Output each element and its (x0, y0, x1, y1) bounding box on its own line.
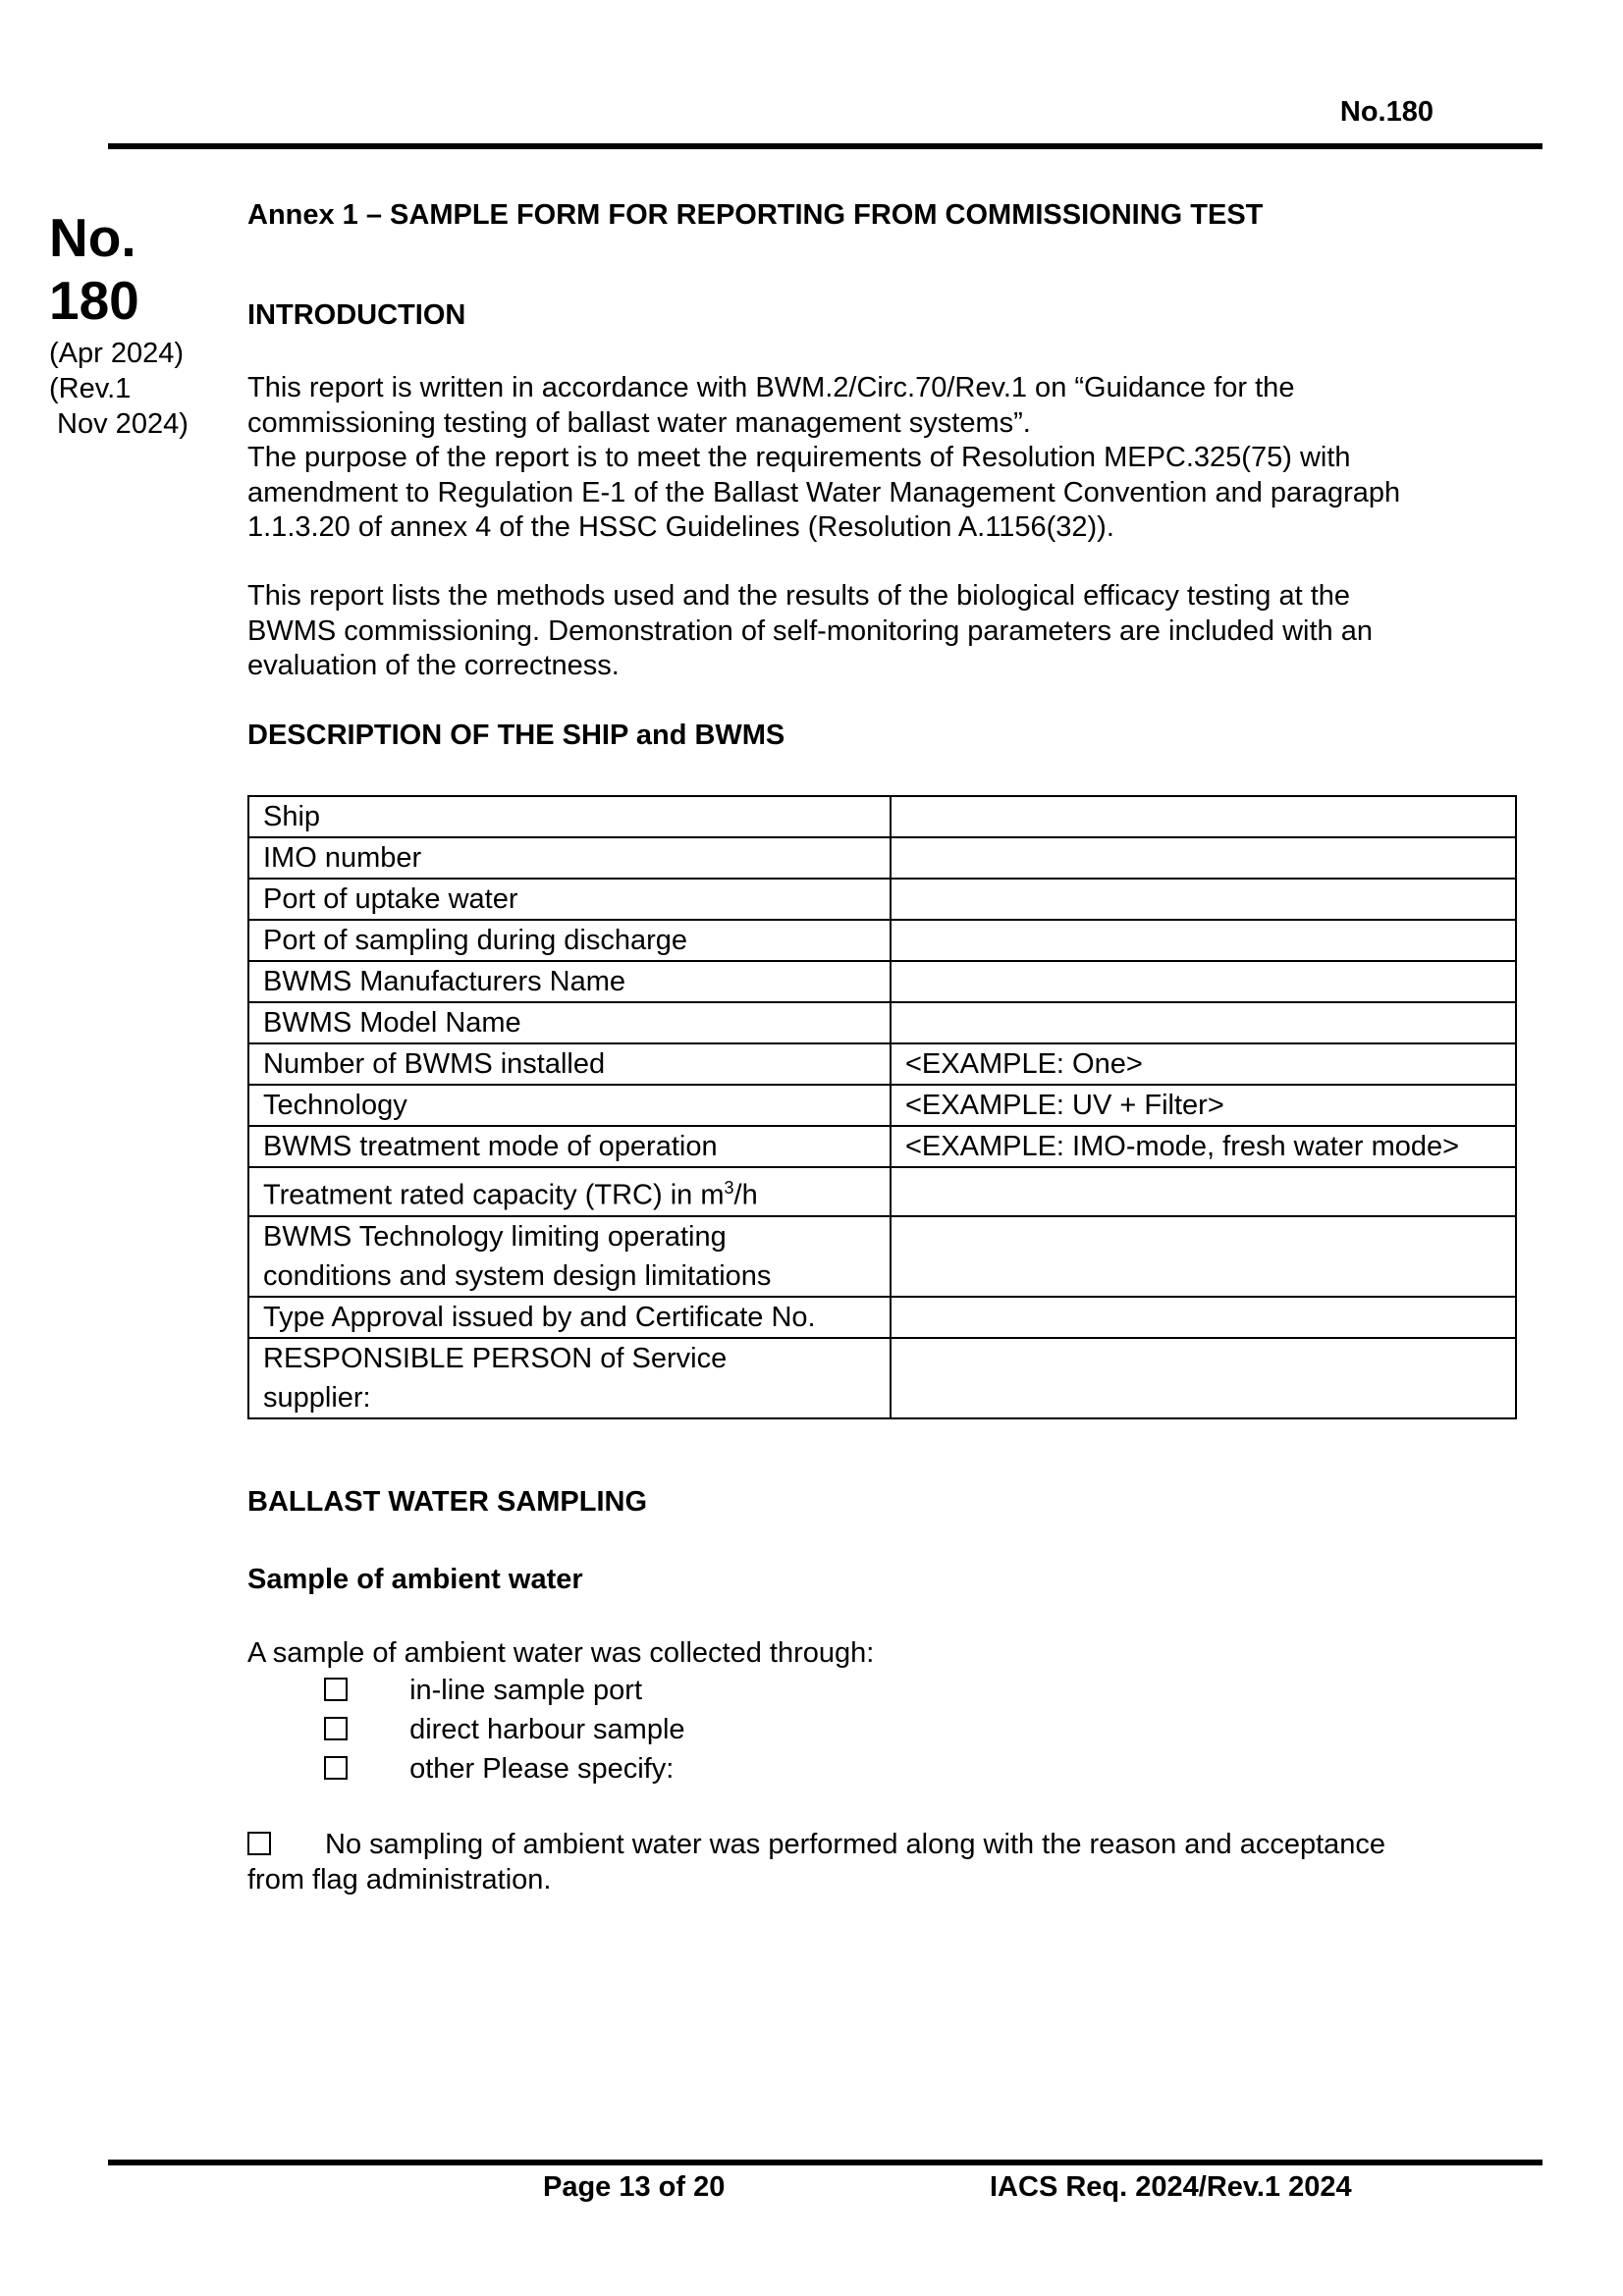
trc-label-suffix: /h (733, 1179, 758, 1211)
table-cell-value[interactable] (891, 1338, 1516, 1418)
table-cell-label: Number of BWMS installed (248, 1043, 891, 1085)
table-cell-value[interactable] (891, 796, 1516, 837)
sidebar-date-issued: (Apr 2024) (49, 338, 185, 369)
intro-p1-line: The purpose of the report is to meet the requirements of Resolution MEPC.325(75) with (247, 442, 1351, 473)
checkbox-direct-harbour-sample[interactable] (324, 1717, 348, 1740)
introduction-heading: INTRODUCTION (247, 299, 466, 331)
checkbox-no-sampling[interactable] (247, 1832, 271, 1855)
table-cell-label (248, 1338, 891, 1418)
table-cell-value[interactable]: <EXAMPLE: UV + Filter> (891, 1085, 1516, 1126)
table-row (248, 1002, 1516, 1043)
sampling-intro: A sample of ambient water was collected through: (247, 1637, 875, 1669)
table-cell-label: Type Approval issued by and Certificate No. (248, 1297, 891, 1338)
table-cell-value[interactable] (891, 879, 1516, 920)
description-heading: DESCRIPTION OF THE SHIP and BWMS (247, 720, 785, 751)
table-cell-label: IMO number (248, 837, 891, 879)
table-cell-value[interactable] (891, 1297, 1516, 1338)
no-sampling-line1 (247, 1828, 1524, 1863)
table-cell-value[interactable] (891, 920, 1516, 961)
table-row (248, 1126, 1516, 1167)
table-cell-label: BWMS Manufacturers Name (248, 961, 891, 1002)
intro-p1-line: This report is written in accordance with BWM.2/Circ.70/Rev.1 on “Guidance for the (247, 372, 1295, 403)
responsible-label-line2: supplier: (263, 1381, 371, 1414)
no-sampling-text: No sampling of ambient water was performed along with the reason and acceptance (325, 1829, 1386, 1860)
table-row (248, 1085, 1516, 1126)
table-cell-value[interactable] (891, 1216, 1516, 1297)
option-direct-harbour-sample[interactable] (324, 1710, 685, 1749)
introduction-paragraph-2 (247, 579, 1524, 684)
no-sampling-line2: from flag administration. (247, 1863, 552, 1896)
table-cell-value[interactable]: <EXAMPLE: IMO-mode, fresh water mode> (891, 1126, 1516, 1167)
table-row (248, 961, 1516, 1002)
trc-label-text: Treatment rated capacity (TRC) in m (263, 1179, 725, 1211)
annex-title: Annex 1 – SAMPLE FORM FOR REPORTING FROM COMMISSIONING TEST (247, 199, 1264, 231)
table-cell-value[interactable] (891, 1167, 1516, 1216)
sidebar-dates (49, 336, 189, 442)
intro-p2-line: This report lists the methods used and the results of the biological efficacy testing at the (247, 580, 1351, 612)
footer-page-number: Page 13 of 20 (543, 2171, 726, 2203)
trc-label-superscript: 3 (724, 1178, 734, 1198)
responsible-label-line1: RESPONSIBLE PERSON of Service (263, 1342, 728, 1374)
table-cell-label: Port of uptake water (248, 879, 891, 920)
table-row (248, 1043, 1516, 1085)
option-label: other Please specify: (409, 1753, 675, 1785)
table-cell-label: BWMS Model Name (248, 1002, 891, 1043)
sidebar-date-rev-date: Nov 2024) (49, 408, 189, 440)
intro-p1-line: amendment to Regulation E-1 of the Ballast Water Management Convention and paragraph (247, 476, 1401, 508)
option-label: in-line sample port (409, 1675, 643, 1706)
introduction-paragraph-1 (247, 371, 1524, 546)
header-doc-number: No.180 (1339, 96, 1434, 128)
intro-p1-line: commissioning testing of ballast water management systems”. (247, 406, 1031, 439)
intro-p1-line: 1.1.3.20 of annex 4 of the HSSC Guidelines (Resolution A.1156(32)). (247, 511, 1114, 543)
sidebar-date-rev: (Rev.1 (49, 373, 132, 404)
table-row (248, 837, 1516, 879)
no-sampling-statement (247, 1828, 1524, 1897)
table-row (248, 1338, 1516, 1418)
table-cell-label (248, 1167, 891, 1216)
table-cell-value[interactable]: <EXAMPLE: One> (891, 1043, 1516, 1085)
limitations-label-line2: conditions and system design limitations (263, 1259, 772, 1292)
footer-reference: IACS Req. 2024/Rev.1 2024 (990, 2171, 1352, 2203)
table-row (248, 1297, 1516, 1338)
table-cell-label: Port of sampling during discharge (248, 920, 891, 961)
limitations-label-line1: BWMS Technology limiting operating (263, 1220, 727, 1253)
option-inline-sample-port[interactable] (324, 1671, 642, 1710)
table-row (248, 879, 1516, 920)
sidebar-number-line1: No. (49, 207, 136, 268)
table-row (248, 920, 1516, 961)
sampling-subheading: Sample of ambient water (247, 1564, 583, 1595)
table-cell-value[interactable] (891, 961, 1516, 1002)
ship-description-table (247, 795, 1517, 1419)
option-other-specify[interactable] (324, 1749, 674, 1789)
table-row (248, 1216, 1516, 1297)
table-cell-label: BWMS treatment mode of operation (248, 1126, 891, 1167)
sidebar-number (49, 206, 139, 332)
sampling-heading: BALLAST WATER SAMPLING (247, 1486, 648, 1518)
checkbox-other-specify[interactable] (324, 1756, 348, 1780)
intro-p2-line: BWMS commissioning. Demonstration of self-monitoring parameters are included with an (247, 614, 1373, 647)
footer-rule (108, 2160, 1542, 2165)
table-cell-value[interactable] (891, 837, 1516, 879)
option-label: direct harbour sample (409, 1714, 685, 1745)
table-row (248, 796, 1516, 837)
intro-p2-line: evaluation of the correctness. (247, 650, 620, 681)
checkbox-inline-sample-port[interactable] (324, 1678, 348, 1701)
table-cell-label: Technology (248, 1085, 891, 1126)
header-rule (108, 143, 1542, 149)
sidebar-number-line2: 180 (49, 270, 139, 331)
table-cell-label: Ship (248, 796, 891, 837)
table-cell-value[interactable] (891, 1002, 1516, 1043)
table-row (248, 1167, 1516, 1216)
table-cell-label (248, 1216, 891, 1297)
